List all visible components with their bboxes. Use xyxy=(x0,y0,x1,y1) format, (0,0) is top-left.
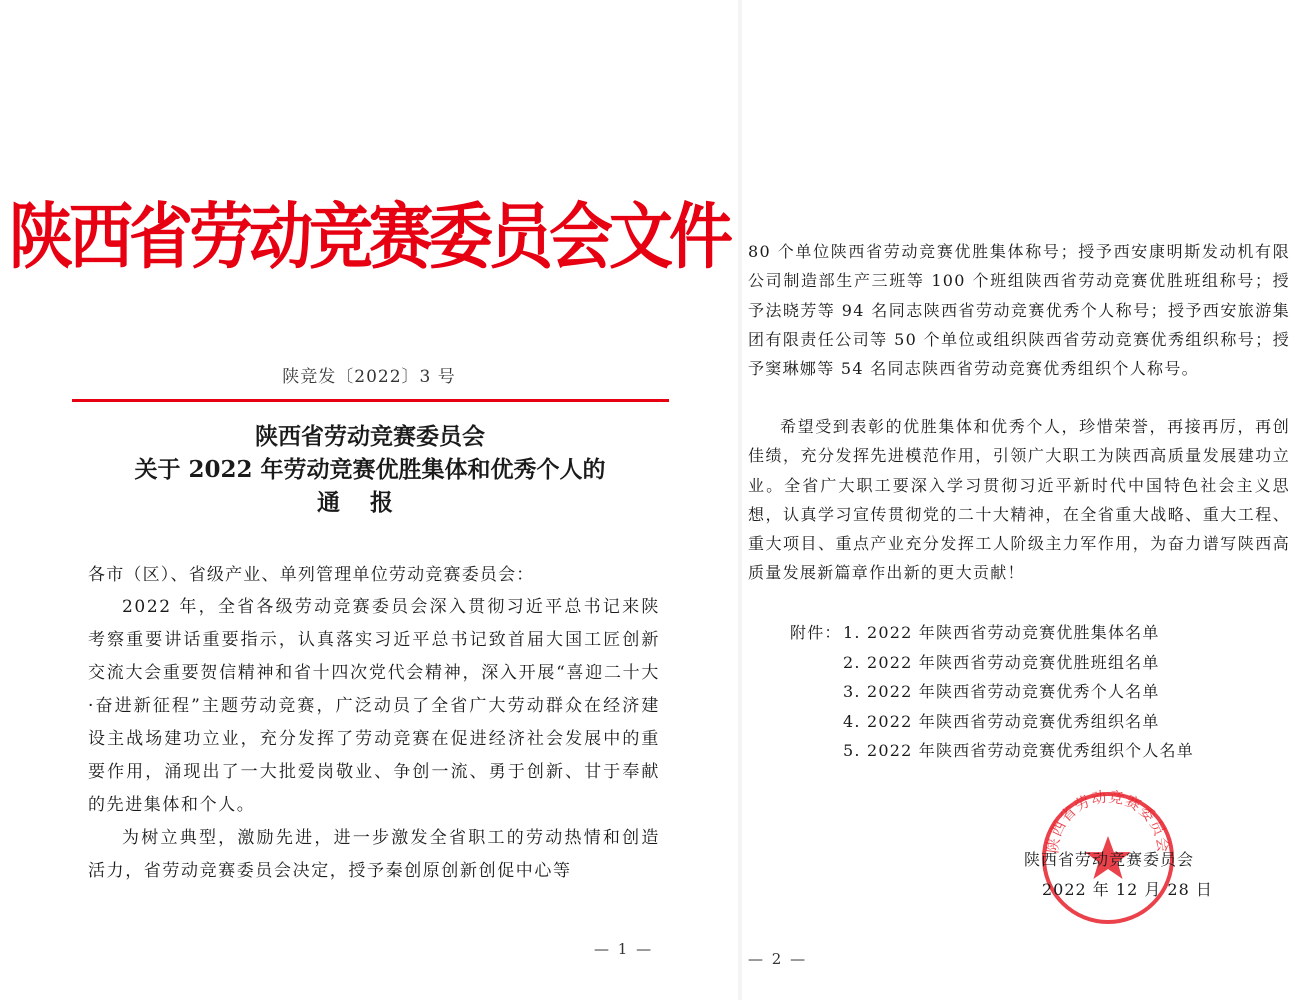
salutation: 各市（区）、省级产业、单列管理单位劳动竞赛委员会： xyxy=(88,565,535,585)
svg-text:陕西省劳动竞赛委员会: 陕西省劳动竞赛委员会 xyxy=(1043,788,1173,855)
document-masthead: 陕西省劳动竞赛委员会文件 xyxy=(9,195,729,280)
attachment-item: 4. 2022 年陕西省劳动竞赛优秀组织名单 xyxy=(843,711,1160,731)
attachment-item: 5. 2022 年陕西省劳动竞赛优秀组织个人名单 xyxy=(843,741,1194,760)
body-paragraph-1: 2022 年，全省各级劳动竞赛委员会深入贯彻习近平总书记来陕考察重要讲话重要指示，认真落实习近平总书记致首届大国工匠创新交流大会重要贺信精神和省十四次党代会精神，深入开展“喜迎二十大·奋进新征程”主题劳动竞赛，广泛动员了全省广大劳动群众在经济建设主战场建功立业，充分发挥了劳动竞赛在促进经济社会发展中的重要作用，涌现出了一大批爱岗敬业、争创一流、勇于创新、甘于奉献的先进集体和个人。 xyxy=(88,597,660,815)
page-number-2: — 2 — xyxy=(748,950,808,968)
body-paragraph-4: 希望受到表彰的优胜集体和优秀个人，珍惜荣誉，再接再厉，再创佳绩，充分发挥先进模范作用，引领广大职工为陕西高质量发展建功立业。全省广大职工要深入学习贯彻习近平新时代中国特色社会主义思想，认真学习宣传贯彻党的二十大精神，在全省重大战略、重大工程、重大项目、重点产业充分发挥工人阶级主力军作用，为奋力谱写陕西高质量发展新篇章作出新的更大贡献！ xyxy=(748,417,1290,583)
page-number-1: — 1 — xyxy=(594,940,654,958)
document-title xyxy=(60,420,680,519)
title-line-3: 通报 xyxy=(317,489,423,516)
attachment-item: 2. 2022 年陕西省劳动竞赛优胜班组名单 xyxy=(843,652,1160,672)
title-line-2: 关于 2022 年劳动竞赛优胜集体和优秀个人的 xyxy=(134,456,606,483)
document-number: 陕竞发〔2022〕3 号 xyxy=(282,367,456,387)
signature-organization: 陕西省劳动竞赛委员会 xyxy=(1024,850,1195,869)
attachment-item: 1. 2022 年陕西省劳动竞赛优胜集体名单 xyxy=(843,623,1160,642)
body-paragraph-3: 80 个单位陕西省劳动竞赛优胜集体称号；授予西安康明斯发动机有限公司制造部生产三班等 100 个班组陕西省劳动竞赛优胜班组称号；授予法晓芳等 94 名同志陕西省劳动竞赛优秀个人称号；授予西安旅游集团有限责任公司等 50 个单位或组织陕西省劳动竞赛优秀组织称号；授予窦琳娜等 54 名同志陕西省劳动竞赛优秀组织个人称号。 xyxy=(748,242,1290,379)
body-paragraph-2: 为树立典型，激励先进，进一步激发全省职工的劳动热情和创造活力，省劳动竞赛委员会决定，授予秦创原创新创促中心等 xyxy=(88,828,660,881)
attachments-list xyxy=(843,618,1194,766)
signature-block xyxy=(1024,845,1264,905)
attachment-item: 3. 2022 年陕西省劳动竞赛优秀个人名单 xyxy=(843,682,1160,701)
signature-date: 2022 年 12 月 28 日 xyxy=(1042,880,1213,899)
red-divider-line xyxy=(72,399,669,402)
attachments-label: 附件： xyxy=(790,623,842,642)
title-line-1: 陕西省劳动竞赛委员会 xyxy=(255,423,485,450)
